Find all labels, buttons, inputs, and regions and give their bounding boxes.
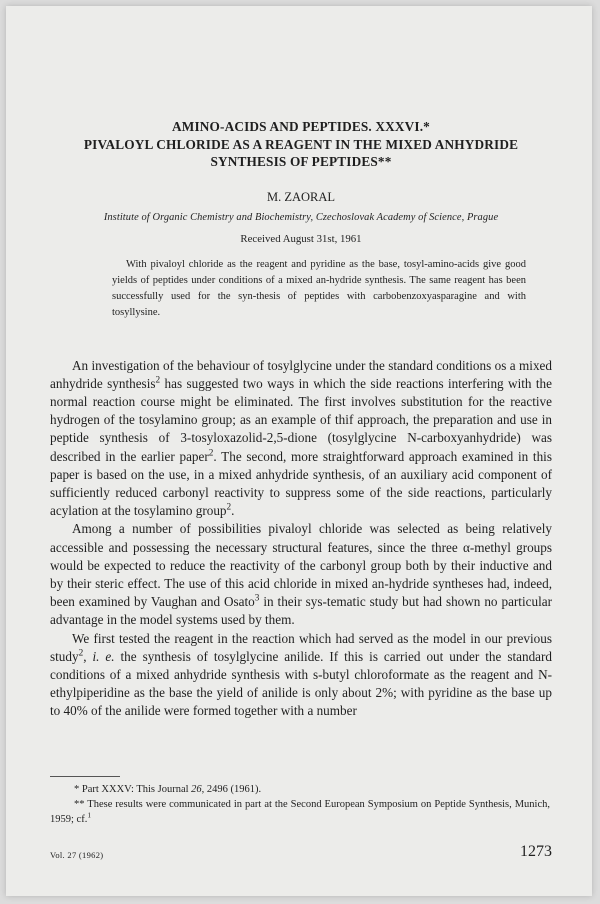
abstract: With pivaloyl chloride as the reagent and pyridine as the base, tosyl-amino-acids give good yields of peptides under conditions of a mixed an-hydride synthesis. The same reagent has been successfully used for the syn-thesis of peptides with carbobenzoxyasparagine and with tosyllysine.: [112, 258, 526, 318]
title-line-2: PIVALOYL CHLORIDE AS A REAGENT IN THE MIXED ANHYDRIDE: [83, 136, 519, 152]
footnotes: [50, 776, 550, 827]
author-name: [50, 190, 552, 205]
title-line-3: SYNTHESIS OF PEPTIDES**: [210, 154, 392, 169]
p1-text-c: . The second, more straightforward approach examined in this paper is based on the use, in a mixed anhydride synthesis, of an auxiliary acid component of sufficiently reduced carbonyl reactivity to suppress some of the side reactions, particularly acylation at the tosylamino group: [50, 448, 552, 519]
p2-ref-a: 3: [254, 592, 260, 603]
footnote-2: [50, 797, 550, 827]
paragraph-1: [50, 357, 552, 521]
journal-page: [6, 6, 592, 896]
received-date: Received August 31st, 1961: [240, 232, 362, 245]
page-content: [50, 118, 552, 721]
p3-text-c: the synthesis of tosylglycine anilide. If this is carried out under the standard conditions of a mixed anhydride synthesis with s-butyl chloroformate as the reagent and N-ethylpiperidine as the base the yield of anilide is only about 2%; with pyridine as the base up to 40% of the anilide were formed together with a number: [50, 648, 553, 719]
author-initial: M. Z: [266, 189, 292, 204]
fn1-text-b: 2496 (1961).: [204, 784, 262, 795]
fn1-italic: 26,: [191, 784, 205, 795]
author-surname: AORAL: [291, 189, 336, 204]
p3-text-a: We first tested the reagent in the reaction which had served as the model in our previous study: [50, 630, 552, 664]
fn1-text-a: * Part XXXV: This Journal: [74, 784, 192, 795]
page-number: 1273: [520, 843, 552, 860]
paragraph-3: [50, 630, 552, 721]
author-affiliation: Institute of Organic Chemistry and Biochemistry, Czechoslovak Academy of Science, Prague: [103, 211, 499, 223]
p3-italic: i. e.: [92, 648, 115, 664]
fn2-text: ** These results were communicated in part at the Second European Symposium on Peptide Synthesis, Munich, 1959; cf.: [50, 799, 550, 825]
p2-text-b: in their sys-tematic study but had shown no particular advantage in the model systems used by them.: [50, 594, 552, 628]
paragraph-2: [50, 520, 552, 629]
p1-text-a: An investigation of the behaviour of tosylglycine under the standard conditions os a mixed anhydride synthesis: [50, 357, 552, 391]
p1-text-b: has suggested two ways in which the side reactions interfering with the normal reaction course might be eliminated. The first involves substitution for the reactive hydrogen of the tosylamino group; as an example of thif approach, the preparation and use in peptide synthesis of 3-tosyloxazolid-2,5-dione (tosylglycine N-carboxyanhydride) was described in the earlier paper: [50, 375, 553, 464]
p2-text-a: Among a number of possibilities pivaloyl chloride was selected as being relatively accessible and possessing the necessary structural features, since the three α-methyl groups would be expected to reduce the reactivity of the carbonyl group both by their inductive and by their steric effect. The use of this acid chloride in mixed an-hydride syntheses had, indeed, been examined by Vaughan and Osato: [50, 521, 552, 610]
article-title: [50, 118, 552, 171]
footnote-1: [50, 776, 550, 797]
volume-label: Vol. 27 (1962): [50, 850, 104, 860]
p3-ref-a: 2: [78, 647, 84, 658]
p1-ref-c: 2: [226, 501, 232, 512]
p1-text-d: .: [231, 503, 235, 519]
title-line-1: AMINO-ACIDS AND PEPTIDES. XXXVI.*: [172, 119, 430, 134]
footnote-rule: [50, 776, 120, 777]
p1-ref-b: 2: [208, 447, 214, 458]
fn2-ref: 1: [87, 810, 91, 820]
p1-ref-a: 2: [155, 374, 161, 385]
p3-text-b: ,: [83, 648, 93, 664]
body-text: [50, 357, 552, 721]
